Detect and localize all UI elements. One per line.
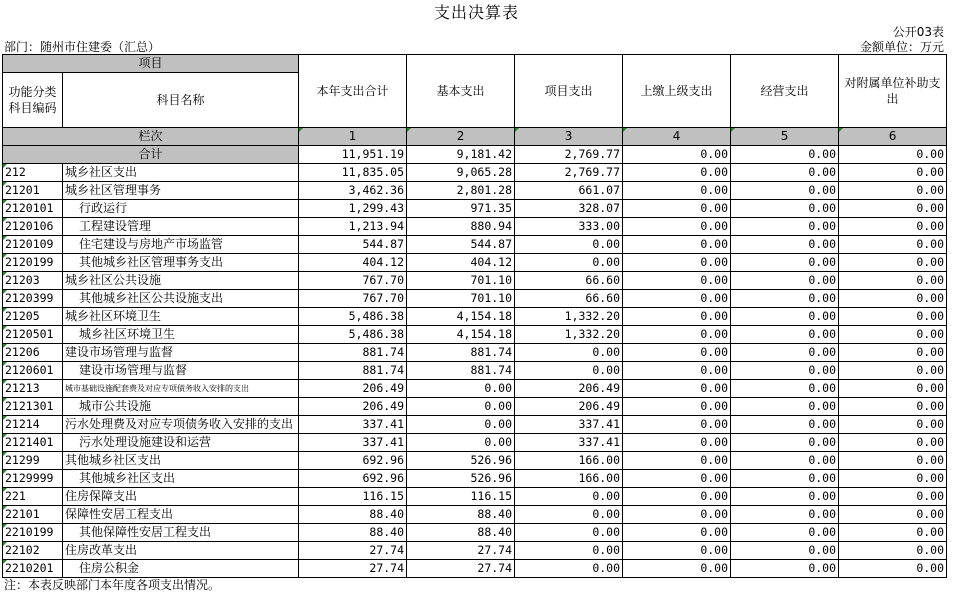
amount-cell: 11,835.05: [299, 164, 407, 182]
table-row: [3, 362, 947, 380]
amount-cell: 881.74: [299, 344, 407, 362]
subject-name-text: 其他城乡社区公共设施支出: [79, 291, 224, 305]
total-value: 0.00: [839, 146, 947, 164]
subject-name-cell: [63, 560, 299, 578]
subject-name-text: 住房保障支出: [65, 489, 138, 503]
subject-name-text: 住宅建设与房地产市场监管: [79, 237, 224, 251]
lanci-number: 1: [299, 128, 407, 146]
total-value: 9,181.42: [407, 146, 515, 164]
amount-cell: 166.00: [515, 452, 623, 470]
amount-cell: 0.00: [731, 254, 839, 272]
amount-cell: 526.96: [407, 470, 515, 488]
subject-name-cell: [63, 470, 299, 488]
amount-cell: 337.41: [515, 416, 623, 434]
amount-cell: 971.35: [407, 200, 515, 218]
amount-cell: 0.00: [623, 236, 731, 254]
amount-cell: 0.00: [731, 308, 839, 326]
amount-cell: 88.40: [407, 524, 515, 542]
header-col-basic: 基本支出: [407, 55, 515, 128]
subject-name-text: 其他城乡社区支出: [79, 471, 176, 485]
amount-cell: 0.00: [839, 560, 947, 578]
table-row: [3, 506, 947, 524]
amount-cell: 0.00: [731, 470, 839, 488]
amount-cell: 0.00: [839, 506, 947, 524]
func-code-cell: 2120199: [3, 254, 63, 272]
amount-cell: 526.96: [407, 452, 515, 470]
amount-cell: 0.00: [731, 506, 839, 524]
amount-cell: 0.00: [839, 434, 947, 452]
amount-cell: 692.96: [299, 470, 407, 488]
amount-cell: 116.15: [299, 488, 407, 506]
amount-cell: 0.00: [515, 254, 623, 272]
subject-name-text: 城乡社区管理事务: [65, 183, 162, 197]
amount-cell: 0.00: [623, 434, 731, 452]
lanci-number: 6: [839, 128, 947, 146]
table-row: [3, 416, 947, 434]
table-row: [3, 488, 947, 506]
amount-cell: 0.00: [623, 344, 731, 362]
amount-cell: 0.00: [623, 452, 731, 470]
subject-name-text: 其他城乡社区支出: [65, 453, 162, 467]
amount-cell: 0.00: [731, 182, 839, 200]
subject-name-text: 污水处理费及对应专项债务收入安排的支出: [65, 417, 294, 431]
table-row: [3, 236, 947, 254]
amount-cell: 66.60: [515, 290, 623, 308]
amount-cell: 0.00: [623, 524, 731, 542]
form-number: 公开03表: [892, 25, 944, 39]
amount-cell: 0.00: [839, 164, 947, 182]
amount-cell: 0.00: [515, 236, 623, 254]
amount-cell: 692.96: [299, 452, 407, 470]
amount-cell: 0.00: [731, 542, 839, 560]
subject-name-cell: [63, 524, 299, 542]
amount-cell: 0.00: [731, 164, 839, 182]
amount-cell: 0.00: [731, 434, 839, 452]
amount-cell: 27.74: [407, 542, 515, 560]
amount-cell: 0.00: [839, 344, 947, 362]
subject-name-text: 城乡社区环境卫生: [65, 309, 162, 323]
amount-cell: 0.00: [731, 272, 839, 290]
amount-cell: 880.94: [407, 218, 515, 236]
func-code-cell: 2129999: [3, 470, 63, 488]
func-code-cell: 2120399: [3, 290, 63, 308]
amount-cell: 0.00: [839, 254, 947, 272]
amount-cell: 0.00: [731, 488, 839, 506]
amount-cell: 1,213.94: [299, 218, 407, 236]
subject-name-text: 保障性安居工程支出: [65, 507, 174, 521]
header-col-total: 本年支出合计: [299, 55, 407, 128]
total-value: 0.00: [731, 146, 839, 164]
func-code-cell: 2120601: [3, 362, 63, 380]
subject-name-cell: [63, 272, 299, 290]
amount-cell: 0.00: [407, 398, 515, 416]
amount-cell: 0.00: [515, 542, 623, 560]
amount-cell: 544.87: [299, 236, 407, 254]
amount-cell: 328.07: [515, 200, 623, 218]
amount-cell: 544.87: [407, 236, 515, 254]
amount-cell: 9,065.28: [407, 164, 515, 182]
subject-name-text: 城市基础设施配套费及对应专项债务收入安排的支出: [65, 384, 249, 393]
amount-cell: 88.40: [299, 506, 407, 524]
amount-cell: 27.74: [299, 560, 407, 578]
amount-cell: 5,486.38: [299, 326, 407, 344]
department-label: 部门：随州市住建委（汇总）: [4, 40, 161, 54]
amount-cell: 0.00: [839, 542, 947, 560]
amount-cell: 1,332.20: [515, 308, 623, 326]
amount-cell: 206.49: [299, 380, 407, 398]
func-code-cell: 2121401: [3, 434, 63, 452]
table-note: 注：本表反映部门本年度各项支出情况。: [4, 578, 221, 592]
amount-cell: 0.00: [623, 182, 731, 200]
amount-cell: 0.00: [407, 380, 515, 398]
total-label: 合计: [3, 146, 299, 164]
amount-cell: 337.41: [299, 434, 407, 452]
amount-cell: 0.00: [623, 326, 731, 344]
amount-cell: 0.00: [839, 326, 947, 344]
amount-cell: 767.70: [299, 290, 407, 308]
amount-cell: 0.00: [407, 434, 515, 452]
amount-cell: 337.41: [299, 416, 407, 434]
amount-cell: 0.00: [623, 560, 731, 578]
subject-name-cell: [63, 398, 299, 416]
amount-cell: 0.00: [839, 308, 947, 326]
amount-cell: 206.49: [299, 398, 407, 416]
amount-cell: 0.00: [623, 488, 731, 506]
amount-cell: 767.70: [299, 272, 407, 290]
amount-cell: 0.00: [623, 470, 731, 488]
subject-name-text: 建设市场管理与监督: [79, 363, 188, 377]
table-row: [3, 380, 947, 398]
amount-cell: 0.00: [623, 308, 731, 326]
subject-name-text: 建设市场管理与监督: [65, 345, 174, 359]
subject-name-cell: [63, 362, 299, 380]
amount-cell: 0.00: [515, 524, 623, 542]
lanci-number: 5: [731, 128, 839, 146]
table-row: [3, 200, 947, 218]
amount-cell: 0.00: [731, 398, 839, 416]
amount-cell: 881.74: [407, 362, 515, 380]
amount-cell: 0.00: [731, 524, 839, 542]
table-row: [3, 524, 947, 542]
amount-cell: 0.00: [407, 416, 515, 434]
subject-name-text: 其他保障性安居工程支出: [79, 525, 212, 539]
func-code-cell: 2121301: [3, 398, 63, 416]
subject-name-cell: [63, 452, 299, 470]
amount-cell: 0.00: [623, 398, 731, 416]
subject-name-text: 住房改革支出: [65, 543, 138, 557]
header-subject-name: 科目名称: [63, 73, 299, 128]
table-row: [3, 434, 947, 452]
amount-cell: 2,801.28: [407, 182, 515, 200]
subject-name-text: 行政运行: [79, 201, 128, 215]
lanci-label: 栏次: [3, 128, 299, 146]
amount-cell: 0.00: [731, 560, 839, 578]
amount-cell: 404.12: [407, 254, 515, 272]
amount-cell: 0.00: [731, 362, 839, 380]
func-code-cell: 21206: [3, 344, 63, 362]
amount-cell: 0.00: [731, 452, 839, 470]
table-row: [3, 470, 947, 488]
amount-cell: 0.00: [839, 452, 947, 470]
amount-cell: 0.00: [515, 488, 623, 506]
amount-cell: 0.00: [623, 164, 731, 182]
func-code-cell: 22102: [3, 542, 63, 560]
amount-cell: 0.00: [623, 416, 731, 434]
amount-cell: 88.40: [407, 506, 515, 524]
func-code-cell: 21205: [3, 308, 63, 326]
amount-cell: 0.00: [731, 200, 839, 218]
amount-cell: 0.00: [731, 236, 839, 254]
amount-cell: 27.74: [407, 560, 515, 578]
amount-cell: 0.00: [623, 200, 731, 218]
amount-cell: 881.74: [407, 344, 515, 362]
subject-name-text: 住房公积金: [79, 561, 140, 575]
subject-name-text: 城乡社区公共设施: [65, 273, 162, 287]
table-row: [3, 308, 947, 326]
lanci-number: 2: [407, 128, 515, 146]
amount-cell: 0.00: [839, 362, 947, 380]
amount-cell: 1,299.43: [299, 200, 407, 218]
amount-cell: 0.00: [839, 398, 947, 416]
amount-cell: 701.10: [407, 272, 515, 290]
amount-cell: 0.00: [839, 218, 947, 236]
header-item: 项目: [3, 55, 299, 73]
amount-cell: 0.00: [839, 200, 947, 218]
table-row: [3, 398, 947, 416]
subject-name-cell: [63, 290, 299, 308]
amount-cell: 0.00: [515, 362, 623, 380]
func-code-cell: 21203: [3, 272, 63, 290]
amount-cell: 1,332.20: [515, 326, 623, 344]
amount-cell: 0.00: [515, 560, 623, 578]
func-code-cell: 2210199: [3, 524, 63, 542]
amount-cell: 0.00: [839, 290, 947, 308]
func-code-cell: 2120109: [3, 236, 63, 254]
subject-name-cell: [63, 218, 299, 236]
table-row: [3, 344, 947, 362]
amount-cell: 881.74: [299, 362, 407, 380]
subject-name-cell: [63, 416, 299, 434]
header-col-project: 项目支出: [515, 55, 623, 128]
amount-cell: 0.00: [839, 182, 947, 200]
amount-cell: 0.00: [839, 524, 947, 542]
amount-cell: 0.00: [731, 380, 839, 398]
amount-cell: 88.40: [299, 524, 407, 542]
total-value: 2,769.77: [515, 146, 623, 164]
header-col-remit: 上缴上级支出: [623, 55, 731, 128]
amount-cell: 404.12: [299, 254, 407, 272]
lanci-number: 3: [515, 128, 623, 146]
total-value: 11,951.19: [299, 146, 407, 164]
func-code-cell: 221: [3, 488, 63, 506]
amount-cell: 0.00: [623, 362, 731, 380]
amount-cell: 0.00: [731, 290, 839, 308]
amount-cell: 4,154.18: [407, 308, 515, 326]
func-code-cell: 2120101: [3, 200, 63, 218]
subject-name-text: 城乡社区支出: [65, 165, 138, 179]
table-row: [3, 560, 947, 578]
total-value: 0.00: [623, 146, 731, 164]
amount-cell: 701.10: [407, 290, 515, 308]
amount-cell: 337.41: [515, 434, 623, 452]
amount-cell: 0.00: [839, 416, 947, 434]
subject-name-text: 城市公共设施: [79, 399, 152, 413]
amount-cell: 27.74: [299, 542, 407, 560]
amount-cell: 0.00: [839, 236, 947, 254]
subject-name-cell: [63, 488, 299, 506]
header-func-code: 功能分类科目编码: [3, 73, 63, 128]
amount-cell: 0.00: [731, 218, 839, 236]
table-row: [3, 290, 947, 308]
amount-cell: 0.00: [623, 272, 731, 290]
subject-name-cell: [63, 200, 299, 218]
lanci-number: 4: [623, 128, 731, 146]
table-row: [3, 452, 947, 470]
amount-cell: 166.00: [515, 470, 623, 488]
subject-name-cell: [63, 380, 299, 398]
table-row: [3, 164, 947, 182]
amount-cell: 5,486.38: [299, 308, 407, 326]
amount-cell: 3,462.36: [299, 182, 407, 200]
amount-cell: 116.15: [407, 488, 515, 506]
amount-cell: 0.00: [515, 344, 623, 362]
subject-name-cell: [63, 344, 299, 362]
table-row: [3, 254, 947, 272]
amount-cell: 0.00: [731, 326, 839, 344]
amount-cell: 0.00: [515, 506, 623, 524]
subject-name-cell: [63, 308, 299, 326]
total-row: [3, 146, 947, 164]
amount-unit-label: 金额单位：万元: [859, 40, 944, 54]
subject-name-cell: [63, 326, 299, 344]
amount-cell: 0.00: [839, 380, 947, 398]
table-row: [3, 542, 947, 560]
amount-cell: 0.00: [731, 416, 839, 434]
amount-cell: 661.07: [515, 182, 623, 200]
func-code-cell: 212: [3, 164, 63, 182]
subject-name-cell: [63, 164, 299, 182]
subject-name-text: 其他城乡社区管理事务支出: [79, 255, 224, 269]
amount-cell: 0.00: [623, 380, 731, 398]
amount-cell: 2,769.77: [515, 164, 623, 182]
amount-cell: 0.00: [623, 506, 731, 524]
header-col-subsidy: 对附属单位补助支出: [839, 55, 947, 128]
table-row: [3, 182, 947, 200]
func-code-cell: 21201: [3, 182, 63, 200]
report-title: 支出决算表: [433, 3, 519, 22]
amount-cell: 0.00: [839, 470, 947, 488]
table-row: [3, 272, 947, 290]
amount-cell: 0.00: [623, 290, 731, 308]
func-code-cell: 21299: [3, 452, 63, 470]
func-code-cell: 2210201: [3, 560, 63, 578]
subject-name-cell: [63, 542, 299, 560]
amount-cell: 0.00: [839, 488, 947, 506]
subject-name-cell: [63, 506, 299, 524]
func-code-cell: 21214: [3, 416, 63, 434]
func-code-cell: 2120501: [3, 326, 63, 344]
amount-cell: 0.00: [839, 272, 947, 290]
amount-cell: 0.00: [623, 218, 731, 236]
table-row: [3, 326, 947, 344]
header-col-operating: 经营支出: [731, 55, 839, 128]
subject-name-cell: [63, 182, 299, 200]
subject-name-text: 城乡社区环境卫生: [79, 327, 176, 341]
amount-cell: 333.00: [515, 218, 623, 236]
subject-name-cell: [63, 434, 299, 452]
subject-name-text: 工程建设管理: [79, 219, 152, 233]
amount-cell: 0.00: [731, 344, 839, 362]
amount-cell: 0.00: [623, 254, 731, 272]
subject-name-text: 污水处理设施建设和运营: [79, 435, 212, 449]
table-row: [3, 218, 947, 236]
amount-cell: 0.00: [623, 542, 731, 560]
amount-cell: 206.49: [515, 398, 623, 416]
func-code-cell: 21213: [3, 380, 63, 398]
expenditure-table: [2, 54, 947, 578]
amount-cell: 66.60: [515, 272, 623, 290]
func-code-cell: 2120106: [3, 218, 63, 236]
subject-name-cell: [63, 254, 299, 272]
func-code-cell: 22101: [3, 506, 63, 524]
amount-cell: 4,154.18: [407, 326, 515, 344]
amount-cell: 206.49: [515, 380, 623, 398]
subject-name-cell: [63, 236, 299, 254]
